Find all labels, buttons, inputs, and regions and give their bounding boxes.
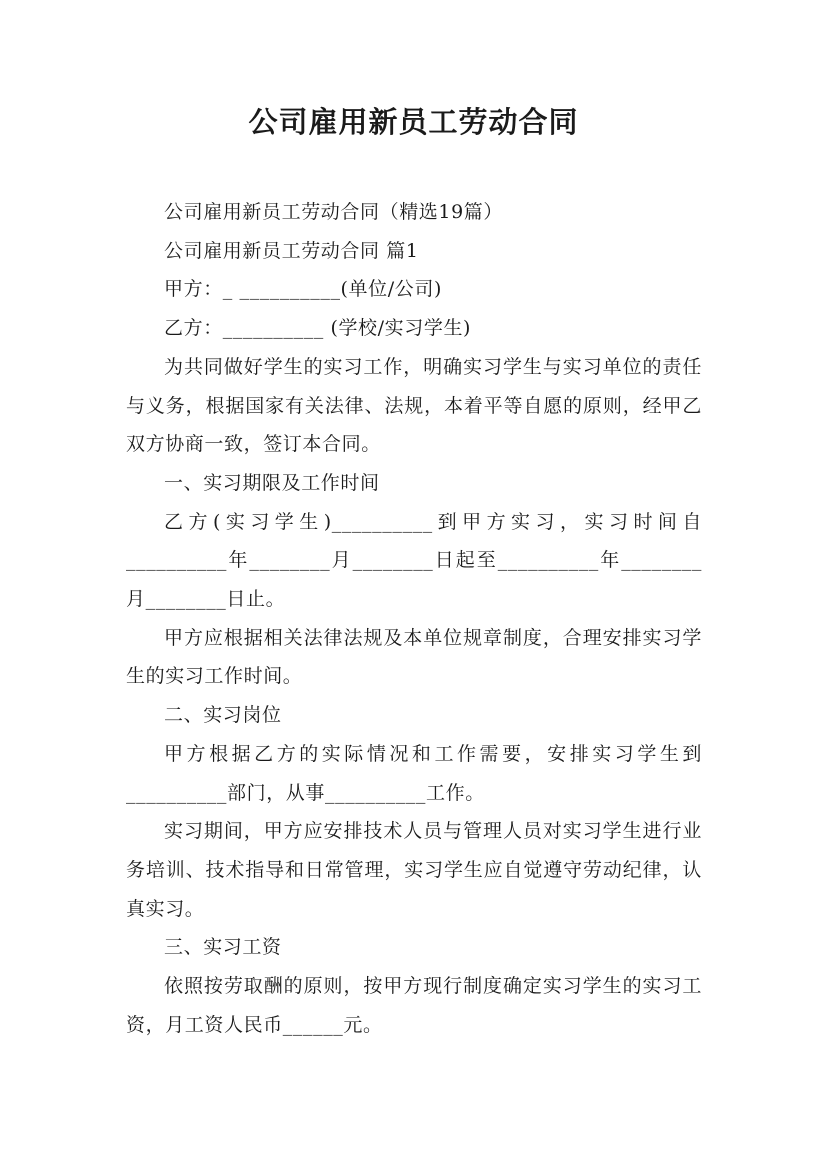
paragraph-position: 甲方根据乙方的实际情况和工作需要，安排实习学生到__________部门，从事__________工作。 <box>126 742 702 804</box>
paragraph-wage: 依照按劳取酬的原则，按甲方现行制度确定实习学生的实习工资，月工资人民币______元。 <box>126 975 702 1036</box>
clause-heading-1: 一、实习期限及工作时间 <box>164 471 380 494</box>
document-body <box>126 193 702 1044</box>
section-heading: 公司雇用新员工劳动合同 篇1 <box>164 239 419 262</box>
paragraph-internship-period: 乙方(实习学生)__________到甲方实习，实习时间自__________年________月________日起至__________年________月________日止。 <box>126 510 702 611</box>
paragraph-preamble: 为共同做好学生的实习工作，明确实习学生与实习单位的责任与义务，根据国家有关法律、法规，本着平等自愿的原则，经甲乙双方协商一致，签订本合同。 <box>126 355 702 456</box>
clause-heading-2: 二、实习岗位 <box>164 704 282 727</box>
clause-heading-3: 三、实习工资 <box>164 936 282 959</box>
document-title: 公司雇用新员工劳动合同 <box>248 105 579 139</box>
party-a-line: 甲方：_ __________(单位/公司) <box>164 278 442 301</box>
document-subtitle: 公司雇用新员工劳动合同（精选19篇） <box>164 201 503 223</box>
paragraph-work-time: 甲方应根据相关法律法规及本单位规章制度，合理安排实习学生的实习工作时间。 <box>126 626 702 688</box>
party-b-line: 乙方：__________ (学校/实习学生) <box>164 317 472 340</box>
paragraph-training: 实习期间，甲方应安排技术人员与管理人员对实习学生进行业务培训、技术指导和日常管理，实习学生应自觉遵守劳动纪律，认真实习。 <box>126 820 702 920</box>
